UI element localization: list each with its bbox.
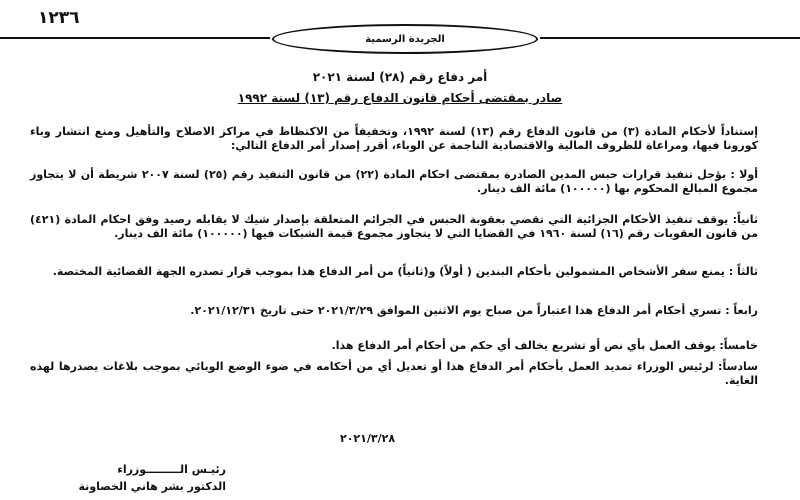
clause-first [30, 168, 758, 196]
signatory-title: رئيـس الـــــــــوزراء [117, 463, 226, 476]
clause-third-text: ثالثاً : يمنع سفر الأشخاص المشمولين بأحكام البندين ( أولاً) و(ثانياً) من أمر الدفاع هذا بموجب قرار تصدره الجهة القضائية المختصة. [52, 265, 758, 278]
intro-text: إستناداً لأحكام المادة (٣) من قانون الدفاع رقم (١٣) لسنة ١٩٩٢، وتخفيفاً من الاكتظاظ في مراكز الاصلاح والتأهيل ومنع انتشار وباء كورونا فيها، ومراعاة للظروف المالية والاقتصادية الناجمة عن الوباء، أقرر إصدار أمر الدفاع التالي: [30, 125, 758, 152]
clause-sixth-text: سادساً: لرئيس الوزراء تمديد العمل بأحكام أمر الدفاع هذا أو تعديل أي من أحكامه في ضوء الوضع الوبائي بموجب بلاغات يصدرها لهذه الغاية. [30, 360, 758, 387]
clause-fifth-text: خامساً: يوقف العمل بأي نص أو تشريع يخالف أي حكم من أحكام أمر الدفاع هذا. [331, 339, 758, 352]
clause-third [30, 265, 758, 279]
clause-second-text: ثانياً: يوقف تنفيذ الأحكام الجزائية التي تقضي بعقوبة الحبس في الجرائم المتعلقة بإصدار شيك لا يقابله رصيد وفق احكام المادة (٤٢١) من قانون العقوبات رقم (١٦) لسنة ١٩٦٠ في القضايا التي لا يتجاوز مجموع قيمة الشيكات فيها (١٠٠٠٠٠) مائة الف دينار. [30, 213, 758, 240]
signatory-name: الدكتور بشر هاني الخصاونة [78, 480, 226, 493]
signature-date: ٢٠٢١/٣/٢٨ [340, 432, 396, 445]
page-number: ١٢٣٦ [38, 8, 80, 28]
header-rule-left [0, 37, 270, 39]
gazette-name-oval [272, 24, 538, 54]
intro-paragraph [30, 125, 758, 153]
clause-fourth [30, 304, 758, 318]
clause-sixth [30, 360, 758, 388]
clause-first-text: أولا : يؤجل تنفيذ قرارات حبس المدين الصادرة بمقتضى احكام المادة (٢٢) من قانون التنفيذ رقم (٢٥) لسنة ٢٠٠٧ شريطة أن لا يتجاوز مجموع المبالغ المحكوم بها (١٠٠٠٠٠) مائة الف دينار. [30, 168, 759, 195]
clause-second [30, 213, 758, 241]
order-subtitle: صادر بمقتضى أحكام قانون الدفاع رقم (١٣) لسنة ١٩٩٢ [237, 91, 563, 105]
clause-fifth [30, 339, 758, 353]
clause-fourth-text: رابعاً : تسري أحكام أمر الدفاع هذا اعتباراً من صباح يوم الاثنين الموافق ٢٠٢١/٣/٢٩ حتى تاريخ ٢٠٢١/١٢/٣١. [190, 304, 758, 317]
gazette-name: الجريدة الرسمية [365, 33, 445, 45]
header-rule-right [540, 37, 800, 39]
order-title: أمر دفاع رقم (٢٨) لسنة ٢٠٢١ [312, 70, 488, 84]
